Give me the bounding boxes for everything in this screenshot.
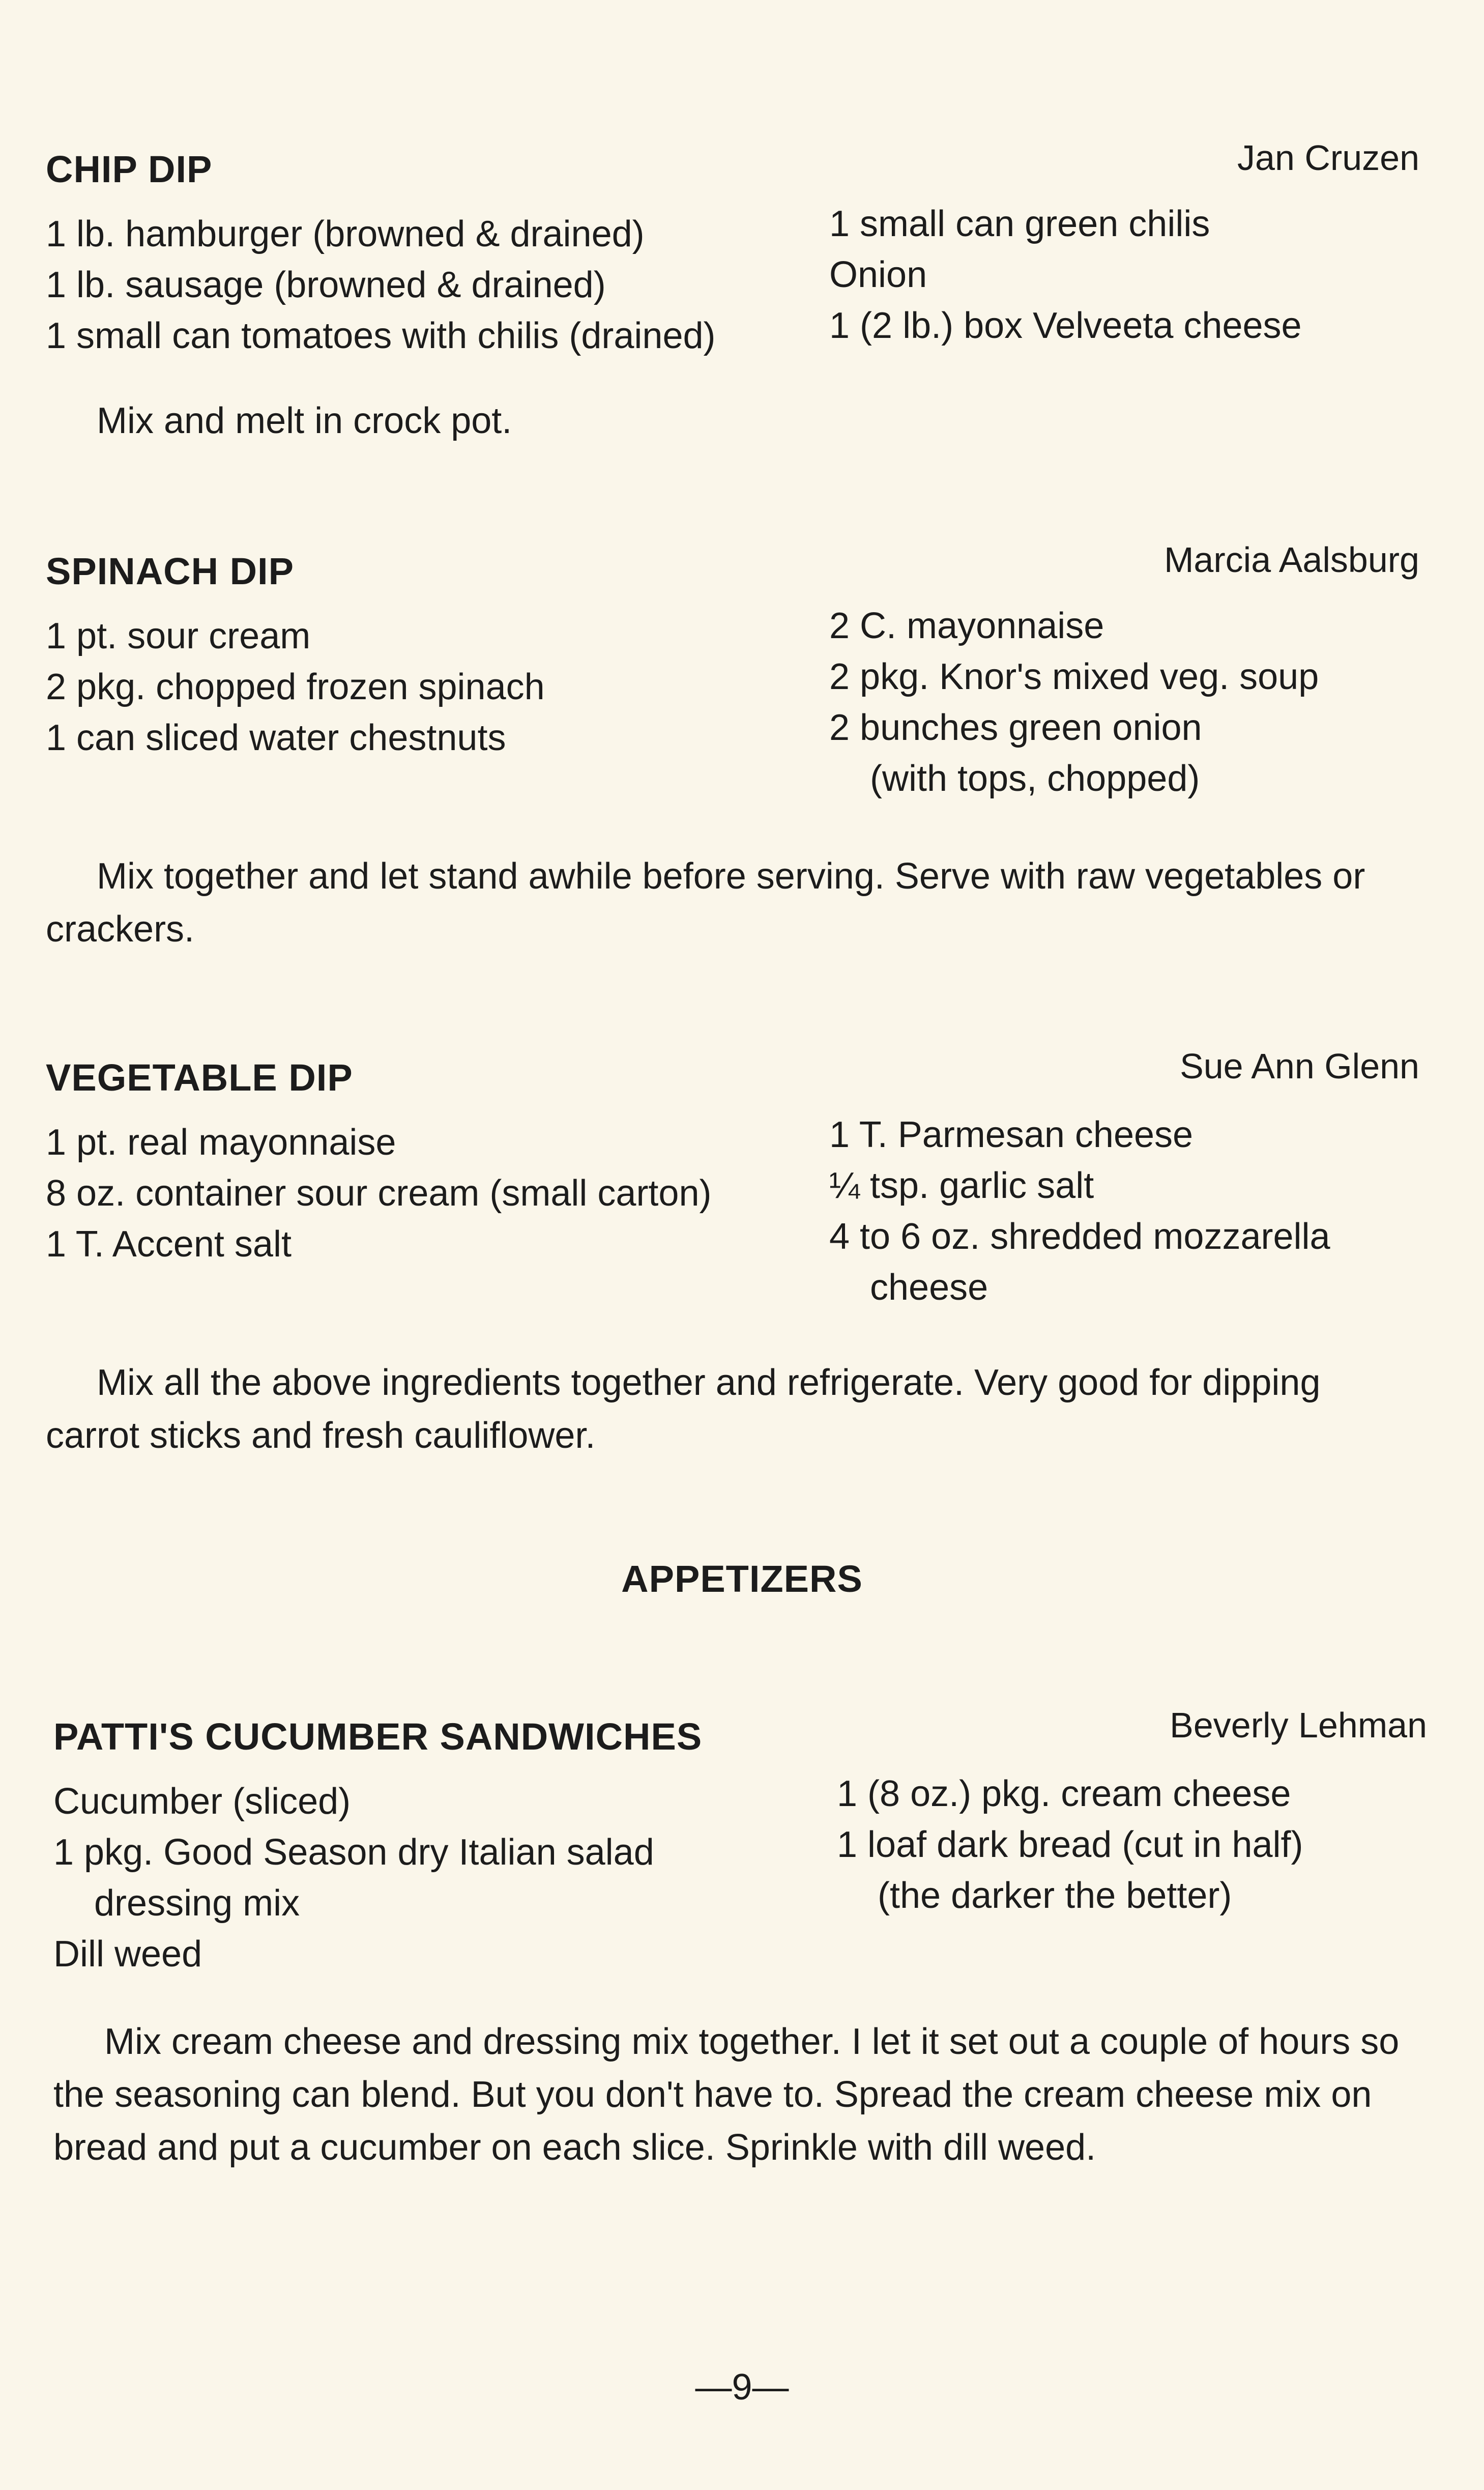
recipe-vegetable-dip [46,1046,1419,1456]
recipe-directions [53,2015,1427,2174]
ingredient: 2 C. mayonnaise [829,606,1104,646]
ingredients-right [837,1768,1427,1921]
ingredients-right [829,600,1419,804]
ingredient: 1 pt. real mayonnaise [46,1122,396,1163]
ingredients-left [46,209,809,361]
recipe-directions [46,1356,1419,1462]
ingredient: 1 small can green chilis [829,204,1210,244]
ingredients-right [829,198,1419,351]
directions-text: Mix all the above ingredients together and refrigerate. Very good for dipping carrot sticks and fresh cauliflower. [46,1362,1321,1456]
recipe-cucumber-sandwiches [53,1705,1427,2168]
ingredients-left [53,1776,817,1980]
ingredient: 2 bunches green onion [829,707,1202,748]
ingredient: 4 to 6 oz. shredded mozzarella [829,1216,1330,1257]
directions-text: Mix together and let stand awhile before serving. Serve with raw vegetables or crackers. [46,856,1365,950]
ingredient: Dill weed [53,1934,202,1974]
ingredient: 1 T. Parmesan cheese [829,1114,1194,1155]
ingredient: 1 (2 lb.) box Velveeta cheese [829,305,1302,346]
ingredients-left [46,611,809,763]
ingredient: Cucumber (sliced) [53,1781,351,1822]
recipe-title: CHIP DIP [46,148,213,190]
ingredient: dressing mix [94,1883,300,1924]
ingredient: 1 pt. sour cream [46,616,311,656]
ingredient: 1 lb. sausage (browned & drained) [46,265,606,305]
ingredient: 2 pkg. chopped frozen spinach [46,667,545,707]
ingredient: 1 T. Accent salt [46,1224,292,1265]
directions-text: Mix and melt in crock pot. [97,400,512,441]
ingredient: (the darker the better) [878,1875,1232,1916]
ingredient: (with tops, chopped) [870,758,1200,799]
ingredient: 1 can sliced water chestnuts [46,718,506,758]
section-heading: APPETIZERS [621,1558,863,1600]
ingredient: 1 lb. hamburger (browned & drained) [46,214,645,254]
recipe-chip-dip [46,138,1419,441]
ingredient: 8 oz. container sour cream (small carton) [46,1173,712,1214]
recipe-directions [46,850,1419,956]
recipe-header [53,1705,1427,1776]
ingredient: ¼ tsp. garlic salt [829,1165,1094,1206]
ingredient: Onion [829,254,927,295]
recipe-directions [46,394,1419,447]
recipe-title: VEGETABLE DIP [46,1056,353,1099]
ingredient: cheese [870,1267,988,1308]
ingredients-left [46,1117,809,1270]
recipe-spinach-dip [46,540,1419,950]
recipe-author: Jan Cruzen [1237,138,1419,178]
directions-text: Mix cream cheese and dressing mix together. I let it set out a couple of hours so the seasoning can blend. But you don't have to. Spread the cream cheese mix on bread and put a cucumber on each slice. Sprinkle with dill weed. [53,2021,1400,2168]
recipe-header [46,1046,1419,1117]
recipe-title: PATTI'S CUCUMBER SANDWICHES [53,1715,703,1758]
recipe-author: Beverly Lehman [1170,1705,1427,1745]
recipe-author: Marcia Aalsburg [1164,540,1419,580]
ingredients-right [829,1109,1419,1313]
ingredient: 1 small can tomatoes with chilis (drained) [46,316,716,356]
ingredient: 2 pkg. Knor's mixed veg. soup [829,656,1319,697]
page-number: —9— [695,2367,789,2408]
recipe-title: SPINACH DIP [46,550,294,592]
recipe-author: Sue Ann Glenn [1180,1046,1419,1086]
ingredient: 1 pkg. Good Season dry Italian salad [53,1832,654,1873]
ingredient: 1 (8 oz.) pkg. cream cheese [837,1773,1291,1814]
ingredient: 1 loaf dark bread (cut in half) [837,1824,1303,1865]
